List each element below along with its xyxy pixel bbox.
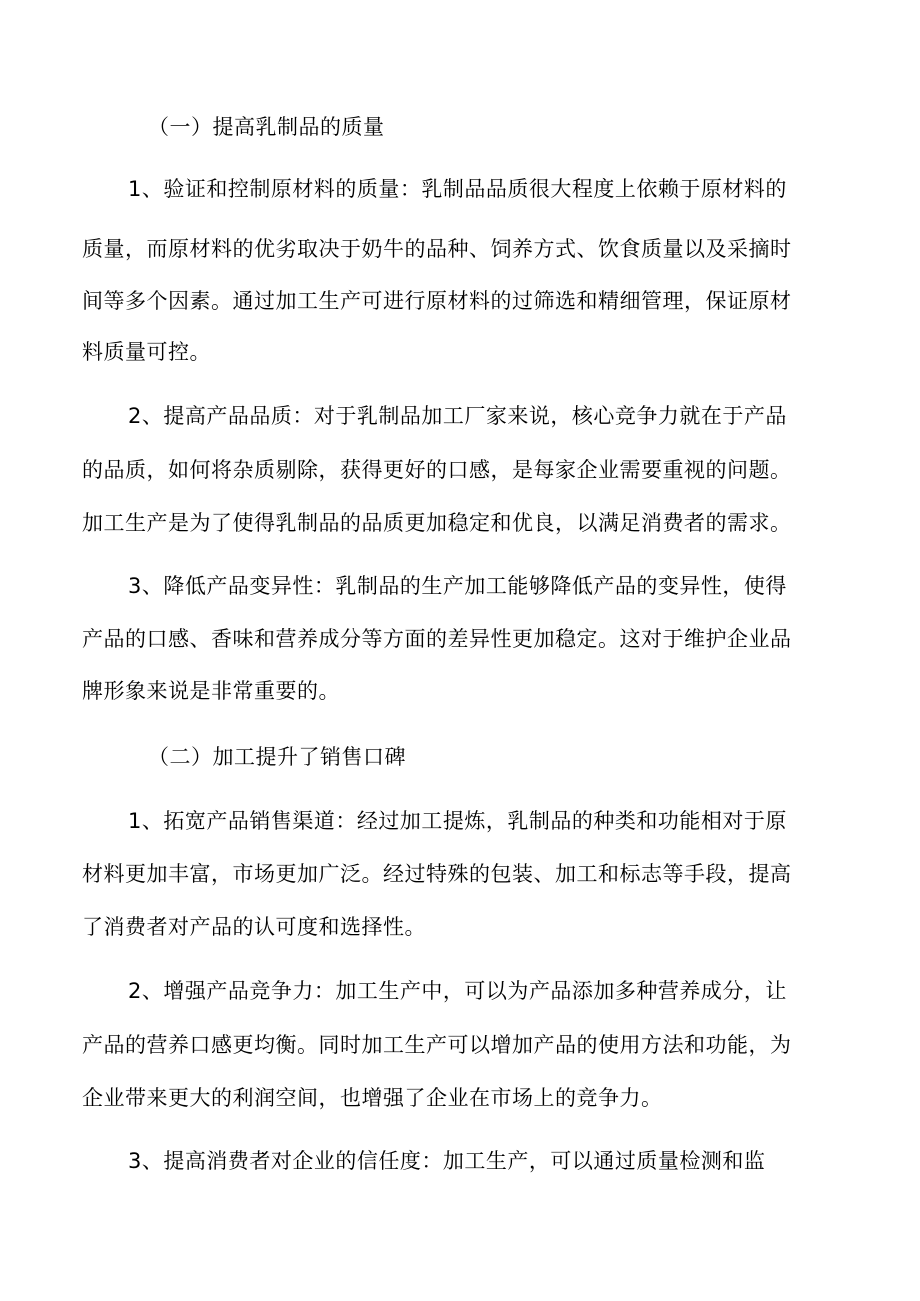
paragraph-line: 3、提高消费者对企业的信任度：加工生产，可以通过质量检测和监 (128, 1149, 766, 1173)
paragraph-line: 了消费者对产品的认可度和选择性。 (82, 915, 426, 939)
paragraph-line: 加工生产是为了使得乳制品的品质更加稳定和优良，以满足消费者的需求。 (82, 511, 792, 535)
paragraph-line: 2、提高产品品质：对于乳制品加工厂家来说，核心竞争力就在于产品 (128, 404, 787, 428)
paragraph-line: 牌形象来说是非常重要的。 (82, 679, 340, 703)
paragraph-line: 料质量可控。 (82, 340, 211, 364)
paragraph-line: 1、拓宽产品销售渠道：经过加工提炼，乳制品的种类和功能相对于原 (128, 809, 787, 833)
paragraph-line: 产品的营养口感更均衡。同时加工生产可以增加产品的使用方法和功能，为 (82, 1033, 792, 1057)
paragraph-line: 的品质，如何将杂质剔除，获得更好的口感，是每家企业需要重视的问题。 (82, 458, 792, 482)
paragraph-line: 2、增强产品竞争力：加工生产中，可以为产品添加多种营养成分，让 (128, 979, 787, 1003)
paragraph-line: 间等多个因素。通过加工生产可进行原材料的过筛选和精细管理，保证原材 (82, 289, 792, 313)
paragraph-line: 企业带来更大的利润空间，也增强了企业在市场上的竞争力。 (82, 1086, 663, 1110)
paragraph-line: 3、降低产品变异性：乳制品的生产加工能够降低产品的变异性，使得 (128, 574, 787, 598)
section-heading-2: （二）加工提升了销售口碑 (148, 745, 406, 769)
paragraph-line: 材料更加丰富，市场更加广泛。经过特殊的包装、加工和标志等手段，提高 (82, 862, 792, 886)
paragraph-line: 质量，而原材料的优劣取决于奶牛的品种、饲养方式、饮食质量以及采摘时 (82, 237, 792, 261)
section-heading-1: （一）提高乳制品的质量 (148, 115, 385, 139)
paragraph-line: 1、验证和控制原材料的质量：乳制品品质很大程度上依赖于原材料的 (128, 177, 787, 201)
paragraph-line: 产品的口感、香味和营养成分等方面的差异性更加稳定。这对于维护企业品 (82, 627, 792, 651)
